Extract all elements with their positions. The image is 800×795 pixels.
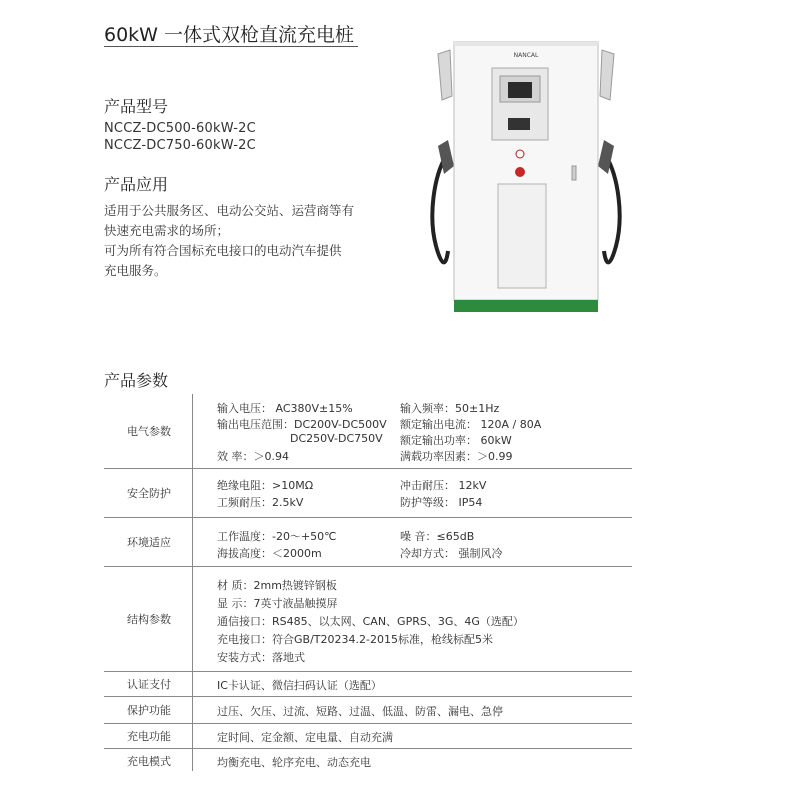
param-cell: DC250V-DC750V — [290, 432, 383, 445]
param-cell: IC卡认证、微信扫码认证（选配） — [217, 679, 382, 692]
param-cell: 工作温度：-20～+50℃ — [217, 530, 337, 543]
table-row — [104, 469, 632, 518]
param-cell: 安装方式：落地式 — [217, 651, 305, 664]
params-heading: 产品参数 — [104, 371, 169, 390]
param-cell: 定时间、定金额、定电量、自动充满 — [217, 731, 393, 744]
param-cell: 绝缘电阻：>10MΩ — [217, 479, 314, 492]
param-cell: 冲击耐压： 12kV — [400, 479, 487, 492]
model-number-2: NCCZ-DC750-60kW-2C — [104, 138, 256, 153]
table-row — [104, 724, 632, 749]
param-cell: 充电接口：符合GB/T20234.2-2015标准，枪线标配5米 — [217, 633, 493, 646]
param-cell: 输出电压范围：DC200V-DC500V — [217, 418, 387, 431]
category-label: 充电功能 — [127, 730, 171, 743]
title-underline — [104, 46, 358, 47]
category-label: 认证支付 — [127, 678, 171, 691]
category-label: 安全防护 — [127, 487, 171, 500]
param-cell: 额定输出功率： 60kW — [400, 434, 512, 447]
category-label: 电气参数 — [127, 425, 171, 438]
table-row — [104, 697, 632, 724]
param-cell: 输入频率：50±1Hz — [400, 402, 500, 415]
application-heading: 产品应用 — [104, 175, 169, 194]
model-heading: 产品型号 — [104, 97, 169, 116]
table-row — [104, 672, 632, 697]
param-cell: 工频耐压：2.5kV — [217, 496, 304, 509]
table-row — [104, 394, 632, 469]
param-cell: 防护等级： IP54 — [400, 496, 483, 509]
param-cell: 满载功率因素：＞0.99 — [400, 450, 513, 463]
param-cell: 过压、欠压、过流、短路、过温、低温、防雷、漏电、急停 — [217, 705, 503, 718]
params-table — [104, 394, 632, 773]
param-cell: 均衡充电、轮序充电、动态充电 — [217, 756, 371, 769]
category-label: 充电模式 — [127, 755, 171, 768]
param-cell: 噪 音：≤65dB — [400, 530, 475, 543]
param-cell: 额定输出电流： 120A / 80A — [400, 418, 542, 431]
category-label: 环境适应 — [127, 536, 171, 549]
table-row — [104, 518, 632, 567]
param-cell: 海拔高度：＜2000m — [217, 547, 322, 560]
param-cell: 输入电压： AC380V±15% — [217, 402, 353, 415]
model-number-1: NCCZ-DC500-60kW-2C — [104, 121, 256, 136]
param-cell: 通信接口：RS485、以太网、CAN、GPRS、3G、4G（选配） — [217, 615, 524, 628]
page-title: 60kW 一体式双枪直流充电桩 — [104, 24, 355, 46]
brand-label: NANCAL — [513, 52, 539, 59]
application-line-1: 适用于公共服务区、电动公交站、运营商等有 — [104, 203, 355, 218]
category-label: 保护功能 — [127, 704, 171, 717]
category-label: 结构参数 — [127, 613, 171, 626]
table-row — [104, 567, 632, 672]
param-cell: 效 率：＞0.94 — [217, 450, 289, 463]
application-line-3: 可为所有符合国标充电接口的电动汽车提供 — [104, 243, 342, 258]
charger-illustration — [428, 36, 624, 314]
param-cell: 显 示：7英寸液晶触摸屏 — [217, 597, 338, 610]
table-row — [104, 749, 632, 773]
application-line-4: 充电服务。 — [104, 263, 167, 278]
param-cell: 冷却方式： 强制风冷 — [400, 547, 503, 560]
param-cell: 材 质：2mm热镀锌钢板 — [217, 579, 337, 592]
application-line-2: 快速充电需求的场所； — [104, 223, 230, 238]
